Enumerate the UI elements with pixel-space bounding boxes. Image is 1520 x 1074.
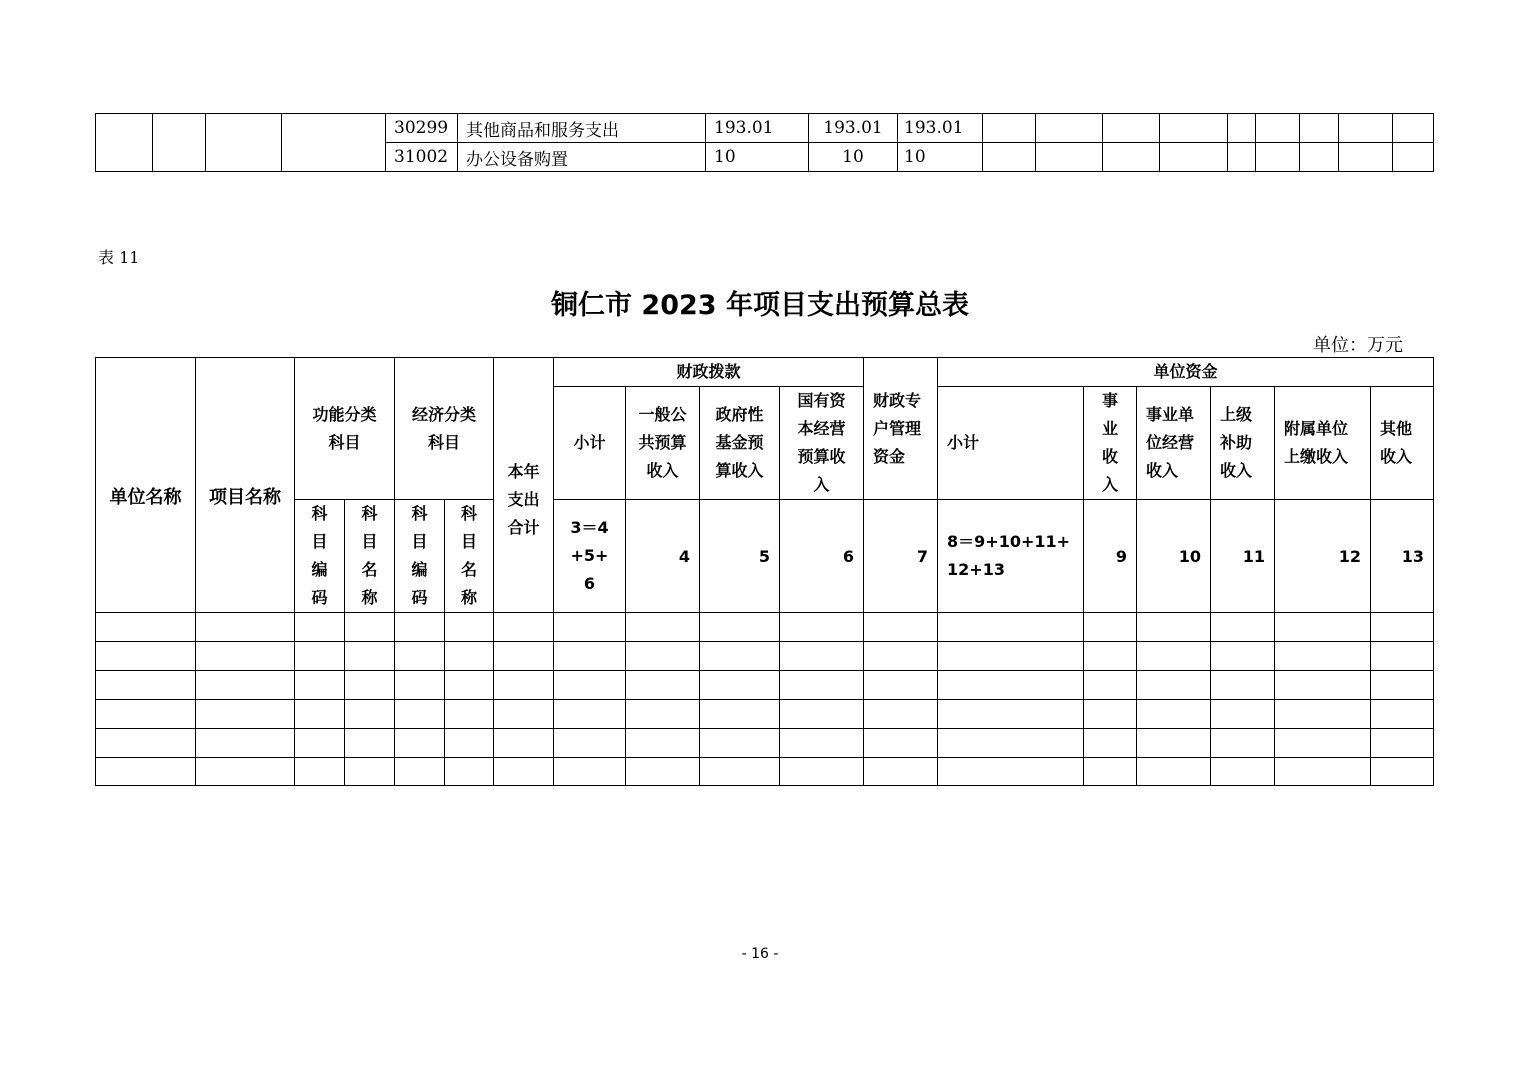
col-number-13: 13 xyxy=(1371,500,1434,613)
header-func-code: 科目编码 xyxy=(295,500,345,613)
table-row xyxy=(96,758,1434,786)
item-total: 10 xyxy=(706,143,809,172)
item-code: 31002 xyxy=(386,143,458,172)
header-business-income: 事业收入 xyxy=(1084,387,1137,500)
table-row xyxy=(96,671,1434,700)
col-number-4: 4 xyxy=(626,500,700,613)
header-unit-name: 单位名称 xyxy=(96,358,196,613)
col-number-3: 3＝4+5+6 xyxy=(554,500,626,613)
unit-label: 单位：万元 xyxy=(1313,335,1403,356)
item-name: 其他商品和服务支出 xyxy=(458,114,706,143)
col-number-6: 6 xyxy=(780,500,864,613)
table-row xyxy=(96,114,1434,143)
table-row xyxy=(96,729,1434,758)
header-business-operation: 事业单位经营收入 xyxy=(1137,387,1211,500)
col-number-10: 10 xyxy=(1137,500,1211,613)
header-affiliated-income: 附属单位上缴收入 xyxy=(1275,387,1371,500)
header-gov-fund: 政府性基金预算收入 xyxy=(700,387,780,500)
header-fiscal-subtotal: 小计 xyxy=(554,387,626,500)
header-general-budget: 一般公共预算收入 xyxy=(626,387,700,500)
header-row xyxy=(96,500,1434,613)
project-budget-table xyxy=(95,357,1434,786)
previous-table-continuation xyxy=(95,113,1434,172)
header-unit-subtotal: 小计 xyxy=(938,387,1084,500)
header-year-total: 本年支出合计 xyxy=(494,358,554,613)
header-row xyxy=(96,358,1434,387)
header-econ-code: 科目编码 xyxy=(395,500,445,613)
table-number: 表 11 xyxy=(98,248,140,267)
table-row xyxy=(96,613,1434,642)
page-number: - 16 - xyxy=(741,946,779,962)
col-number-11: 11 xyxy=(1211,500,1275,613)
header-other-income: 其他收入 xyxy=(1371,387,1434,500)
header-econ-name: 科目名称 xyxy=(445,500,494,613)
table-row xyxy=(96,700,1434,729)
header-func-name: 科目名称 xyxy=(345,500,395,613)
header-unit-funds: 单位资金 xyxy=(938,358,1434,387)
header-state-capital: 国有资本经营预算收入 xyxy=(780,387,864,500)
item-code: 30299 xyxy=(386,114,458,143)
col-number-5: 5 xyxy=(700,500,780,613)
header-fiscal-allocation: 财政拨款 xyxy=(554,358,864,387)
item-general: 193.01 xyxy=(898,114,983,143)
header-special-account: 财政专户管理资金 xyxy=(864,358,938,500)
table-row xyxy=(96,642,1434,671)
header-economic-class: 经济分类科目 xyxy=(395,358,494,500)
item-general: 10 xyxy=(898,143,983,172)
item-name: 办公设备购置 xyxy=(458,143,706,172)
header-upper-subsidy: 上级补助收入 xyxy=(1211,387,1275,500)
header-function-class: 功能分类科目 xyxy=(295,358,395,500)
col-number-7: 7 xyxy=(864,500,938,613)
item-total: 193.01 xyxy=(706,114,809,143)
item-subtotal: 193.01 xyxy=(809,114,898,143)
page-title: 铜仁市 2023 年项目支出预算总表 xyxy=(551,290,969,321)
header-project-name: 项目名称 xyxy=(196,358,295,613)
col-number-12: 12 xyxy=(1275,500,1371,613)
item-subtotal: 10 xyxy=(809,143,898,172)
col-number-8: 8＝9+10+11+12+13 xyxy=(938,500,1084,613)
col-number-9: 9 xyxy=(1084,500,1137,613)
